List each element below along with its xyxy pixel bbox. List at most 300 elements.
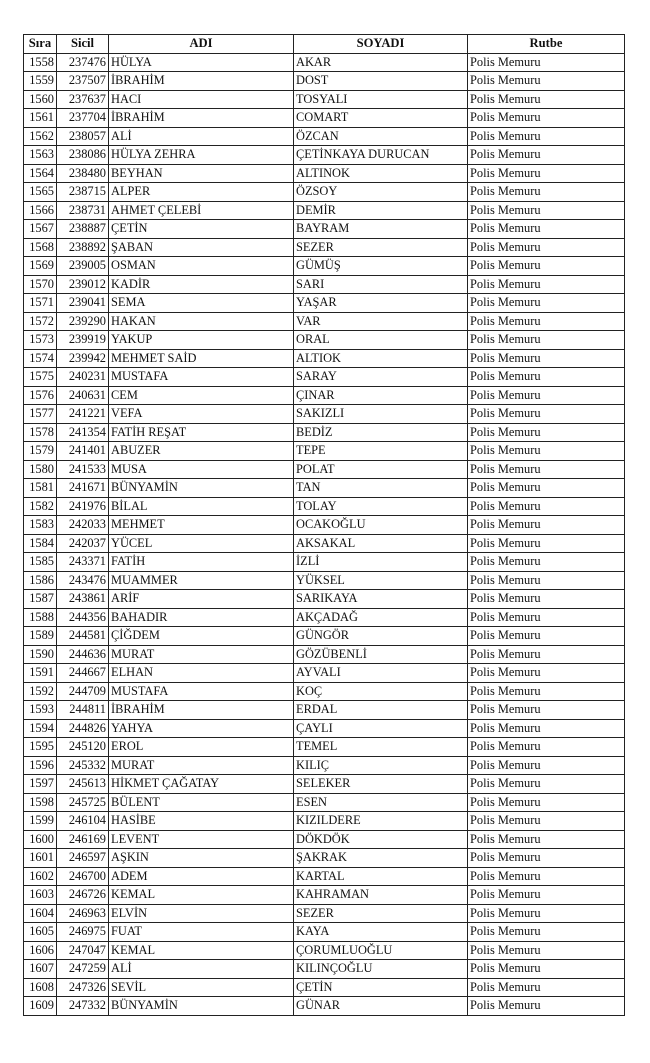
- cell-soyadi: GÜMÜŞ: [294, 257, 468, 276]
- cell-adi: LEVENT: [109, 830, 294, 849]
- cell-sicil: 238057: [57, 127, 109, 146]
- cell-adi: BÜNYAMİN: [109, 997, 294, 1016]
- table-row: [24, 590, 625, 609]
- cell-adi: ABUZER: [109, 442, 294, 461]
- cell-soyadi: TEPE: [294, 442, 468, 461]
- cell-sicil: 239290: [57, 312, 109, 331]
- cell-soyadi: TOSYALI: [294, 90, 468, 109]
- cell-sira: 1564: [24, 164, 57, 183]
- cell-adi: HİKMET ÇAĞATAY: [109, 775, 294, 794]
- cell-sira: 1589: [24, 627, 57, 646]
- cell-sicil: 246104: [57, 812, 109, 831]
- cell-sira: 1573: [24, 331, 57, 350]
- cell-rutbe: Polis Memuru: [468, 90, 625, 109]
- cell-soyadi: ŞAKRAK: [294, 849, 468, 868]
- cell-rutbe: Polis Memuru: [468, 349, 625, 368]
- cell-rutbe: Polis Memuru: [468, 682, 625, 701]
- cell-adi: HACI: [109, 90, 294, 109]
- table-row: [24, 645, 625, 664]
- table-row: [24, 220, 625, 239]
- cell-rutbe: Polis Memuru: [468, 405, 625, 424]
- table-row: [24, 886, 625, 905]
- table-row: [24, 257, 625, 276]
- cell-rutbe: Polis Memuru: [468, 867, 625, 886]
- cell-rutbe: Polis Memuru: [468, 904, 625, 923]
- cell-adi: SEMA: [109, 294, 294, 313]
- cell-soyadi: ÖZCAN: [294, 127, 468, 146]
- cell-sicil: 242033: [57, 516, 109, 535]
- cell-soyadi: YAŞAR: [294, 294, 468, 313]
- cell-rutbe: Polis Memuru: [468, 775, 625, 794]
- cell-adi: ELVİN: [109, 904, 294, 923]
- cell-soyadi: ERDAL: [294, 701, 468, 720]
- cell-sira: 1560: [24, 90, 57, 109]
- cell-adi: MEHMET SAİD: [109, 349, 294, 368]
- cell-adi: HÜLYA ZEHRA: [109, 146, 294, 165]
- table-row: [24, 997, 625, 1016]
- cell-sira: 1603: [24, 886, 57, 905]
- cell-adi: SEVİL: [109, 978, 294, 997]
- table-body: [24, 53, 625, 1015]
- cell-sicil: 245725: [57, 793, 109, 812]
- cell-soyadi: DOST: [294, 72, 468, 91]
- cell-sicil: 240631: [57, 386, 109, 405]
- cell-soyadi: TEMEL: [294, 738, 468, 757]
- table-row: [24, 553, 625, 572]
- header-row: [24, 35, 625, 54]
- cell-soyadi: YÜKSEL: [294, 571, 468, 590]
- cell-rutbe: Polis Memuru: [468, 331, 625, 350]
- cell-soyadi: SELEKER: [294, 775, 468, 794]
- cell-adi: BÜNYAMİN: [109, 479, 294, 498]
- cell-rutbe: Polis Memuru: [468, 812, 625, 831]
- cell-sicil: 242037: [57, 534, 109, 553]
- cell-soyadi: ÇETİNKAYA DURUCAN: [294, 146, 468, 165]
- cell-adi: MUSTAFA: [109, 368, 294, 387]
- table-row: [24, 72, 625, 91]
- cell-adi: ALPER: [109, 183, 294, 202]
- cell-sira: 1582: [24, 497, 57, 516]
- cell-adi: KEMAL: [109, 941, 294, 960]
- cell-soyadi: SARAY: [294, 368, 468, 387]
- table-row: [24, 405, 625, 424]
- cell-sira: 1607: [24, 960, 57, 979]
- cell-soyadi: ALTINOK: [294, 164, 468, 183]
- cell-rutbe: Polis Memuru: [468, 146, 625, 165]
- cell-sicil: 244811: [57, 701, 109, 720]
- table-row: [24, 294, 625, 313]
- cell-rutbe: Polis Memuru: [468, 109, 625, 128]
- cell-rutbe: Polis Memuru: [468, 793, 625, 812]
- cell-sicil: 247332: [57, 997, 109, 1016]
- cell-adi: MEHMET: [109, 516, 294, 535]
- table-row: [24, 349, 625, 368]
- cell-soyadi: SARI: [294, 275, 468, 294]
- cell-sicil: 244709: [57, 682, 109, 701]
- table-row: [24, 275, 625, 294]
- cell-sira: 1588: [24, 608, 57, 627]
- table-row: [24, 960, 625, 979]
- table-row: [24, 756, 625, 775]
- cell-soyadi: AKÇADAĞ: [294, 608, 468, 627]
- table-row: [24, 442, 625, 461]
- cell-adi: ŞABAN: [109, 238, 294, 257]
- cell-sira: 1563: [24, 146, 57, 165]
- cell-adi: YÜCEL: [109, 534, 294, 553]
- header-sira: Sıra: [24, 35, 57, 54]
- cell-sicil: 247047: [57, 941, 109, 960]
- cell-rutbe: Polis Memuru: [468, 257, 625, 276]
- table-row: [24, 460, 625, 479]
- table-row: [24, 682, 625, 701]
- cell-soyadi: VAR: [294, 312, 468, 331]
- cell-soyadi: AYVALI: [294, 664, 468, 683]
- cell-soyadi: KIZILDERE: [294, 812, 468, 831]
- cell-adi: FUAT: [109, 923, 294, 942]
- cell-sira: 1601: [24, 849, 57, 868]
- cell-adi: HASİBE: [109, 812, 294, 831]
- cell-sira: 1593: [24, 701, 57, 720]
- header-soyadi: SOYADI: [294, 35, 468, 54]
- cell-adi: CEM: [109, 386, 294, 405]
- cell-rutbe: Polis Memuru: [468, 312, 625, 331]
- cell-soyadi: KILINÇOĞLU: [294, 960, 468, 979]
- cell-soyadi: DEMİR: [294, 201, 468, 220]
- cell-rutbe: Polis Memuru: [468, 849, 625, 868]
- cell-adi: HAKAN: [109, 312, 294, 331]
- cell-sira: 1598: [24, 793, 57, 812]
- cell-sicil: 244826: [57, 719, 109, 738]
- cell-soyadi: GÜNGÖR: [294, 627, 468, 646]
- cell-sicil: 246726: [57, 886, 109, 905]
- cell-sicil: 245120: [57, 738, 109, 757]
- table-row: [24, 534, 625, 553]
- cell-rutbe: Polis Memuru: [468, 830, 625, 849]
- cell-sicil: 241533: [57, 460, 109, 479]
- cell-adi: BAHADIR: [109, 608, 294, 627]
- cell-sicil: 239041: [57, 294, 109, 313]
- cell-sicil: 239942: [57, 349, 109, 368]
- cell-rutbe: Polis Memuru: [468, 220, 625, 239]
- cell-rutbe: Polis Memuru: [468, 553, 625, 572]
- cell-rutbe: Polis Memuru: [468, 460, 625, 479]
- cell-soyadi: KOÇ: [294, 682, 468, 701]
- table-row: [24, 479, 625, 498]
- cell-soyadi: SARIKAYA: [294, 590, 468, 609]
- header-sicil: Sicil: [57, 35, 109, 54]
- table-row: [24, 719, 625, 738]
- cell-soyadi: KILIÇ: [294, 756, 468, 775]
- cell-adi: MURAT: [109, 645, 294, 664]
- cell-adi: KEMAL: [109, 886, 294, 905]
- cell-sicil: 246975: [57, 923, 109, 942]
- cell-sira: 1584: [24, 534, 57, 553]
- cell-rutbe: Polis Memuru: [468, 53, 625, 72]
- cell-adi: MUAMMER: [109, 571, 294, 590]
- cell-rutbe: Polis Memuru: [468, 645, 625, 664]
- table-row: [24, 904, 625, 923]
- cell-sira: 1605: [24, 923, 57, 942]
- cell-rutbe: Polis Memuru: [468, 127, 625, 146]
- cell-rutbe: Polis Memuru: [468, 960, 625, 979]
- cell-rutbe: Polis Memuru: [468, 479, 625, 498]
- cell-rutbe: Polis Memuru: [468, 756, 625, 775]
- cell-soyadi: ÇORUMLUOĞLU: [294, 941, 468, 960]
- cell-sira: 1587: [24, 590, 57, 609]
- table-row: [24, 775, 625, 794]
- cell-adi: ALİ: [109, 960, 294, 979]
- table-row: [24, 164, 625, 183]
- cell-sicil: 245613: [57, 775, 109, 794]
- cell-soyadi: TAN: [294, 479, 468, 498]
- table-row: [24, 183, 625, 202]
- cell-sira: 1574: [24, 349, 57, 368]
- cell-rutbe: Polis Memuru: [468, 386, 625, 405]
- cell-rutbe: Polis Memuru: [468, 738, 625, 757]
- cell-soyadi: SAKIZLI: [294, 405, 468, 424]
- cell-sicil: 237704: [57, 109, 109, 128]
- cell-soyadi: POLAT: [294, 460, 468, 479]
- cell-sicil: 241354: [57, 423, 109, 442]
- table-row: [24, 238, 625, 257]
- table-row: [24, 812, 625, 831]
- cell-rutbe: Polis Memuru: [468, 72, 625, 91]
- cell-soyadi: SEZER: [294, 238, 468, 257]
- cell-sicil: 241221: [57, 405, 109, 424]
- table-row: [24, 608, 625, 627]
- cell-sicil: 240231: [57, 368, 109, 387]
- cell-soyadi: KARTAL: [294, 867, 468, 886]
- cell-soyadi: TOLAY: [294, 497, 468, 516]
- table-row: [24, 53, 625, 72]
- cell-sira: 1596: [24, 756, 57, 775]
- cell-rutbe: Polis Memuru: [468, 238, 625, 257]
- cell-adi: HÜLYA: [109, 53, 294, 72]
- cell-sira: 1597: [24, 775, 57, 794]
- cell-rutbe: Polis Memuru: [468, 701, 625, 720]
- cell-sira: 1568: [24, 238, 57, 257]
- cell-adi: MUSTAFA: [109, 682, 294, 701]
- cell-rutbe: Polis Memuru: [468, 608, 625, 627]
- cell-sira: 1606: [24, 941, 57, 960]
- cell-soyadi: BEDİZ: [294, 423, 468, 442]
- cell-sira: 1590: [24, 645, 57, 664]
- table-row: [24, 516, 625, 535]
- table-row: [24, 312, 625, 331]
- cell-sicil: 237637: [57, 90, 109, 109]
- header-rutbe: Rutbe: [468, 35, 625, 54]
- cell-sira: 1575: [24, 368, 57, 387]
- personnel-table: [23, 34, 625, 1016]
- cell-adi: BİLAL: [109, 497, 294, 516]
- cell-sira: 1583: [24, 516, 57, 535]
- cell-sicil: 238887: [57, 220, 109, 239]
- table-row: [24, 90, 625, 109]
- cell-sira: 1591: [24, 664, 57, 683]
- cell-rutbe: Polis Memuru: [468, 497, 625, 516]
- cell-soyadi: ÇAYLI: [294, 719, 468, 738]
- cell-sira: 1576: [24, 386, 57, 405]
- cell-sira: 1559: [24, 72, 57, 91]
- cell-sira: 1572: [24, 312, 57, 331]
- table-row: [24, 201, 625, 220]
- cell-sicil: 241976: [57, 497, 109, 516]
- table-row: [24, 127, 625, 146]
- cell-sicil: 246169: [57, 830, 109, 849]
- cell-sicil: 243371: [57, 553, 109, 572]
- cell-adi: EROL: [109, 738, 294, 757]
- cell-adi: ÇİĞDEM: [109, 627, 294, 646]
- cell-soyadi: KAYA: [294, 923, 468, 942]
- cell-sicil: 241671: [57, 479, 109, 498]
- table-row: [24, 941, 625, 960]
- cell-sicil: 239012: [57, 275, 109, 294]
- cell-sira: 1571: [24, 294, 57, 313]
- cell-sira: 1600: [24, 830, 57, 849]
- cell-sicil: 244667: [57, 664, 109, 683]
- cell-rutbe: Polis Memuru: [468, 294, 625, 313]
- table-row: [24, 849, 625, 868]
- table-row: [24, 978, 625, 997]
- cell-soyadi: İZLİ: [294, 553, 468, 572]
- cell-adi: VEFA: [109, 405, 294, 424]
- cell-sira: 1609: [24, 997, 57, 1016]
- cell-adi: FATİH: [109, 553, 294, 572]
- cell-soyadi: OCAKOĞLU: [294, 516, 468, 535]
- cell-adi: BEYHAN: [109, 164, 294, 183]
- cell-sira: 1579: [24, 442, 57, 461]
- cell-sira: 1581: [24, 479, 57, 498]
- cell-sicil: 238731: [57, 201, 109, 220]
- cell-sicil: 247259: [57, 960, 109, 979]
- cell-sira: 1577: [24, 405, 57, 424]
- cell-soyadi: ALTIOK: [294, 349, 468, 368]
- cell-soyadi: KAHRAMAN: [294, 886, 468, 905]
- cell-sicil: 243476: [57, 571, 109, 590]
- cell-rutbe: Polis Memuru: [468, 275, 625, 294]
- table-row: [24, 368, 625, 387]
- cell-sira: 1558: [24, 53, 57, 72]
- cell-sicil: 247326: [57, 978, 109, 997]
- cell-sicil: 238892: [57, 238, 109, 257]
- cell-rutbe: Polis Memuru: [468, 571, 625, 590]
- cell-rutbe: Polis Memuru: [468, 997, 625, 1016]
- cell-adi: MURAT: [109, 756, 294, 775]
- cell-adi: YAHYA: [109, 719, 294, 738]
- table-row: [24, 109, 625, 128]
- cell-rutbe: Polis Memuru: [468, 516, 625, 535]
- cell-sicil: 244356: [57, 608, 109, 627]
- cell-sira: 1566: [24, 201, 57, 220]
- cell-soyadi: GÖZÜBENLİ: [294, 645, 468, 664]
- cell-soyadi: BAYRAM: [294, 220, 468, 239]
- cell-sira: 1562: [24, 127, 57, 146]
- cell-rutbe: Polis Memuru: [468, 164, 625, 183]
- cell-sicil: 246597: [57, 849, 109, 868]
- table-row: [24, 738, 625, 757]
- cell-soyadi: COMART: [294, 109, 468, 128]
- cell-adi: KADİR: [109, 275, 294, 294]
- cell-adi: İBRAHİM: [109, 72, 294, 91]
- table-row: [24, 571, 625, 590]
- cell-sira: 1565: [24, 183, 57, 202]
- cell-sicil: 238480: [57, 164, 109, 183]
- cell-sicil: 246963: [57, 904, 109, 923]
- cell-sira: 1578: [24, 423, 57, 442]
- cell-rutbe: Polis Memuru: [468, 664, 625, 683]
- cell-adi: ÇETİN: [109, 220, 294, 239]
- cell-adi: ADEM: [109, 867, 294, 886]
- cell-adi: YAKUP: [109, 331, 294, 350]
- cell-rutbe: Polis Memuru: [468, 627, 625, 646]
- cell-adi: AŞKIN: [109, 849, 294, 868]
- cell-soyadi: ESEN: [294, 793, 468, 812]
- table-row: [24, 830, 625, 849]
- cell-rutbe: Polis Memuru: [468, 423, 625, 442]
- cell-adi: ARİF: [109, 590, 294, 609]
- cell-sicil: 239005: [57, 257, 109, 276]
- cell-adi: AHMET ÇELEBİ: [109, 201, 294, 220]
- cell-sicil: 243861: [57, 590, 109, 609]
- cell-adi: ELHAN: [109, 664, 294, 683]
- table-row: [24, 497, 625, 516]
- table-row: [24, 386, 625, 405]
- cell-sira: 1586: [24, 571, 57, 590]
- cell-sira: 1585: [24, 553, 57, 572]
- cell-sicil: 245332: [57, 756, 109, 775]
- cell-rutbe: Polis Memuru: [468, 923, 625, 942]
- cell-soyadi: GÜNAR: [294, 997, 468, 1016]
- cell-sicil: 237476: [57, 53, 109, 72]
- table-row: [24, 664, 625, 683]
- table-row: [24, 627, 625, 646]
- cell-soyadi: AKAR: [294, 53, 468, 72]
- cell-sicil: 238715: [57, 183, 109, 202]
- cell-rutbe: Polis Memuru: [468, 719, 625, 738]
- cell-sira: 1592: [24, 682, 57, 701]
- table-row: [24, 423, 625, 442]
- cell-adi: OSMAN: [109, 257, 294, 276]
- cell-adi: BÜLENT: [109, 793, 294, 812]
- cell-sicil: 241401: [57, 442, 109, 461]
- table-row: [24, 701, 625, 720]
- table-row: [24, 331, 625, 350]
- cell-sira: 1608: [24, 978, 57, 997]
- cell-sira: 1599: [24, 812, 57, 831]
- cell-sira: 1567: [24, 220, 57, 239]
- cell-sira: 1594: [24, 719, 57, 738]
- cell-sira: 1604: [24, 904, 57, 923]
- cell-rutbe: Polis Memuru: [468, 886, 625, 905]
- cell-soyadi: ORAL: [294, 331, 468, 350]
- cell-adi: ALİ: [109, 127, 294, 146]
- cell-sicil: 244636: [57, 645, 109, 664]
- cell-rutbe: Polis Memuru: [468, 590, 625, 609]
- cell-soyadi: ÇINAR: [294, 386, 468, 405]
- table-row: [24, 923, 625, 942]
- table-row: [24, 793, 625, 812]
- cell-rutbe: Polis Memuru: [468, 941, 625, 960]
- table-row: [24, 867, 625, 886]
- cell-adi: MUSA: [109, 460, 294, 479]
- cell-soyadi: DÖKDÖK: [294, 830, 468, 849]
- cell-sicil: 244581: [57, 627, 109, 646]
- cell-sicil: 238086: [57, 146, 109, 165]
- cell-sira: 1580: [24, 460, 57, 479]
- cell-sicil: 246700: [57, 867, 109, 886]
- cell-sira: 1561: [24, 109, 57, 128]
- cell-sira: 1602: [24, 867, 57, 886]
